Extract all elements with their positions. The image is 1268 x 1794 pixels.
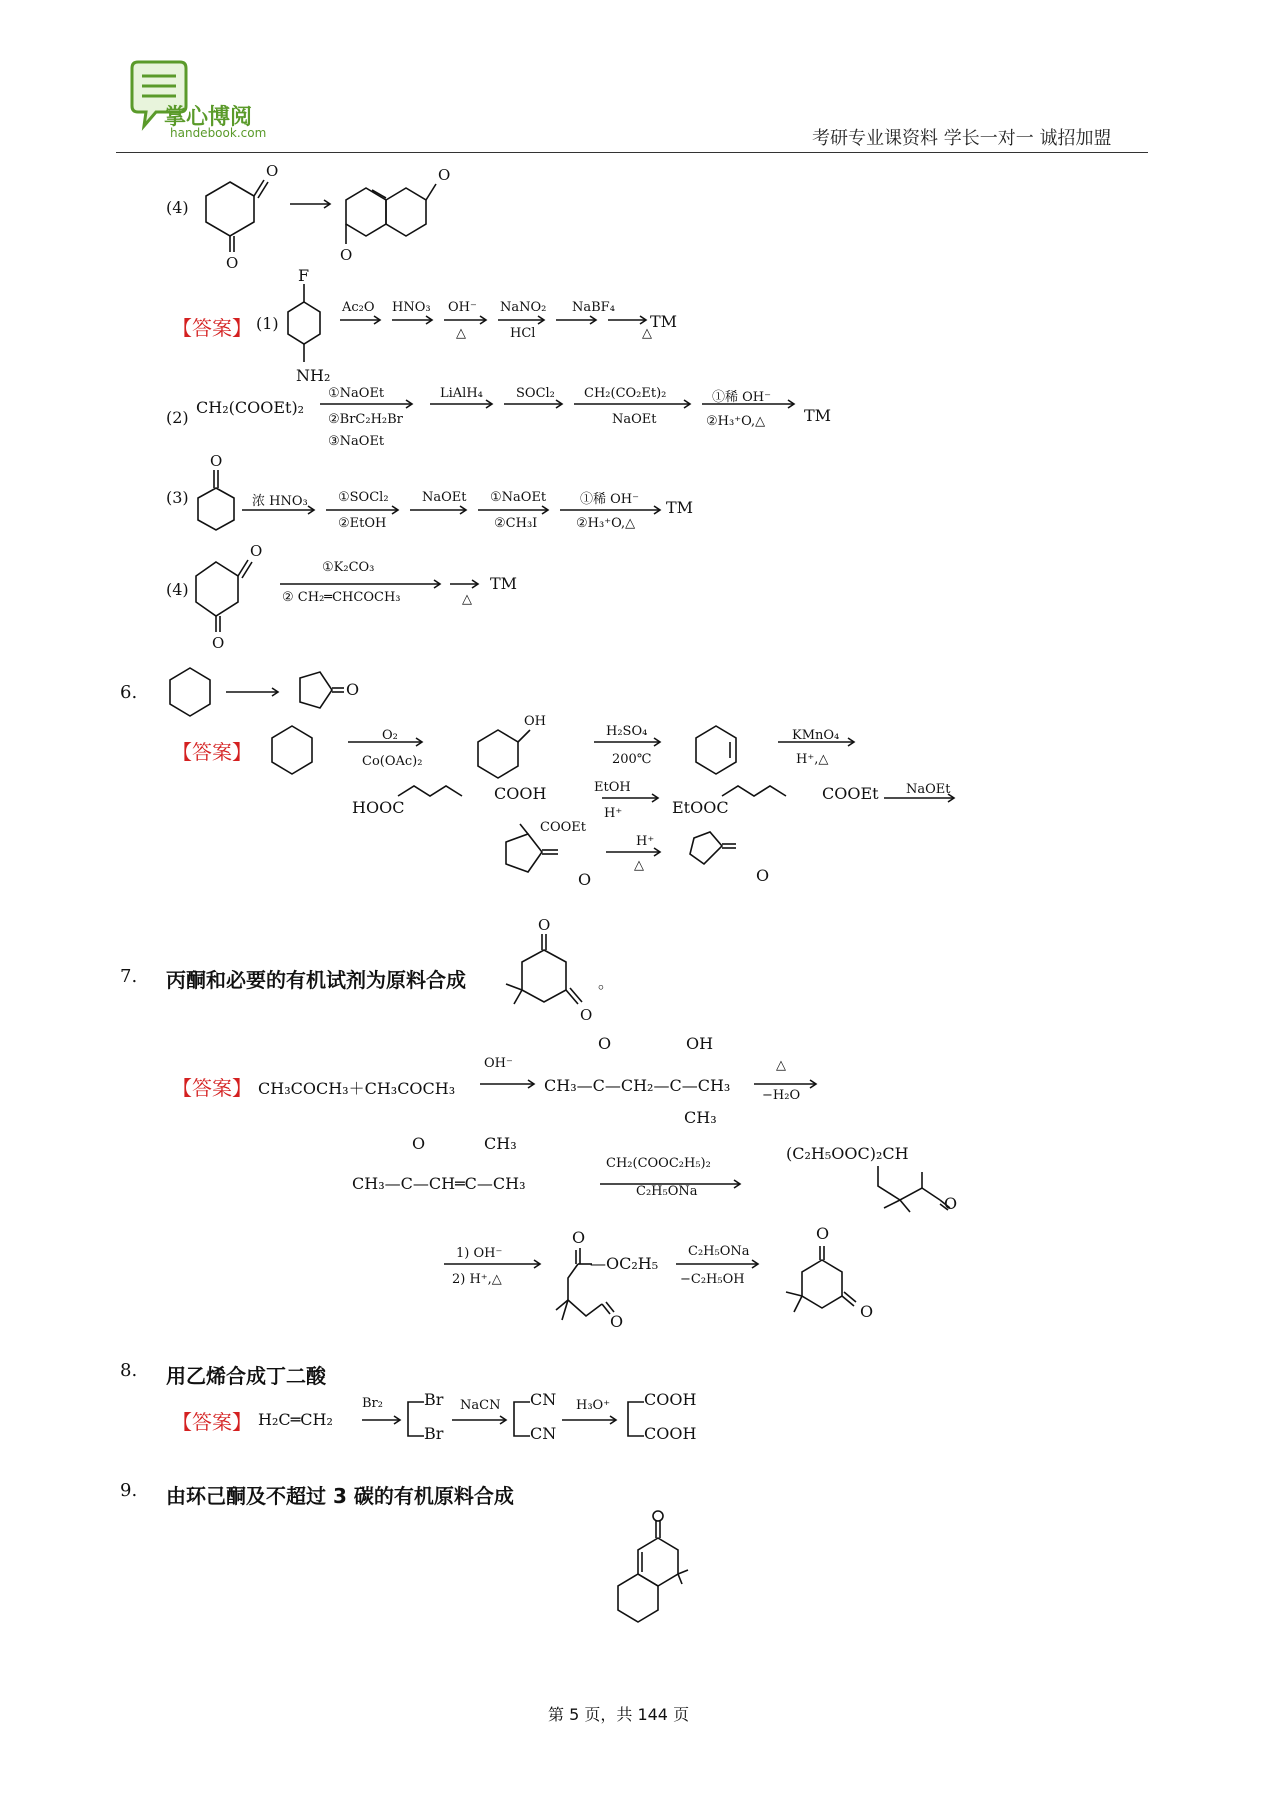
q9-target (610, 1510, 740, 1660)
q7-product-o1: O (816, 1224, 830, 1243)
q6-hplus: H⁺ (604, 806, 623, 821)
q7-hydro1: 1) OH⁻ (456, 1246, 503, 1261)
q6-hdelta: H⁺,△ (796, 752, 829, 767)
q7-product (780, 1232, 890, 1342)
ans5-1-b6: △ (642, 326, 652, 341)
q7-oc2h5: —OC₂H₅ (590, 1254, 659, 1273)
q6-o: O (346, 680, 360, 699)
ans5-1-tm: TM (650, 312, 678, 331)
q7-line2-prod: CH₃—C—CH═C—CH₃ (352, 1174, 526, 1193)
ans5-3-r4a: ①NaOEt (490, 490, 547, 505)
q7-ch3-bottom: CH₃ (684, 1108, 717, 1127)
q8-br2: Br₂ (362, 1396, 383, 1411)
q7-ketoester-o: O (572, 1228, 586, 1247)
ans5-1-b4: HCl (510, 326, 536, 341)
ans5-3-r5b: ②H₃⁺O,△ (576, 516, 636, 531)
ans5-3-r1: 浓 HNO₃ (252, 494, 308, 509)
q6-kmno4: KMnO₄ (792, 728, 840, 743)
q6-diacid-right: COOH (494, 784, 547, 803)
ans5-2-r1c: ③NaOEt (328, 434, 385, 449)
ans5-3-tm: TM (666, 498, 694, 517)
ans5-3-r3: NaOEt (422, 490, 467, 505)
ans5-2-r5b: ②H₃⁺O,△ (706, 414, 766, 429)
svg-text:O: O (226, 254, 239, 272)
ans5-2-label: (2) (166, 408, 189, 427)
q8-cn-top: CN (530, 1390, 557, 1409)
q7-c2h5ona: C₂H₅ONa (636, 1184, 698, 1199)
q7-malonate: CH₂(COOC₂H₅)₂ (606, 1156, 711, 1171)
q6-ester-left: EtOOC (672, 798, 729, 817)
q8-cooh-top: COOH (644, 1390, 697, 1409)
q7-ohminus: OH⁻ (484, 1056, 513, 1071)
logo-url: handebook.com (170, 126, 267, 140)
q7-ch3-top-2: CH₃ (484, 1134, 517, 1153)
q6-oh: OH (524, 714, 546, 729)
ans5-1-r1: Ac₂O (342, 300, 375, 315)
q6-cooet: COOEt (540, 820, 586, 835)
q7-line1-left: CH₃COCH₃＋CH₃COCH₃ (258, 1079, 456, 1098)
q8-h3o: H₃O⁺ (576, 1398, 611, 1413)
q8-br-bottom: Br (424, 1424, 444, 1443)
q7-line1-prod: CH₃—C—CH₂—C—CH₃ (544, 1076, 731, 1095)
q6-reaction (160, 660, 370, 720)
ans5-2-tm: TM (804, 406, 832, 425)
ans5-1-b3: △ (456, 326, 466, 341)
q7-minus-etoh: −C₂H₅OH (680, 1272, 745, 1287)
ans5-4-tm: TM (490, 574, 518, 593)
q7-target (500, 916, 600, 1040)
ans5-2-r5a: ①稀 OH⁻ (712, 390, 771, 405)
q9-number: 9. (120, 1480, 138, 1501)
q7-diester-o: O (944, 1194, 958, 1213)
q7-product-o2: O (860, 1302, 874, 1321)
ans5-3-r2b: ②EtOH (338, 516, 387, 531)
q7-hydro2: 2) H⁺,△ (452, 1272, 502, 1287)
ans5-4-r1b: ② CH₂═CHCOCH₃ (282, 590, 401, 605)
svg-text:O: O (210, 452, 223, 470)
q6-200c: 200℃ (612, 752, 652, 767)
ans5-3-r2a: ①SOCl₂ (338, 490, 389, 505)
ans5-1-r4: NaNO₂ (500, 300, 547, 315)
ans5-1-F: F (298, 266, 310, 285)
ans5-3-r5a: ①稀 OH⁻ (580, 492, 639, 507)
ans5-1-NH2: NH₂ (296, 366, 331, 385)
ans5-2-r4a: CH₂(CO₂Et)₂ (584, 386, 667, 401)
answer-label-6: 【答案】 (172, 740, 252, 764)
q6-h2so4: H₂SO₄ (606, 724, 648, 739)
q6-co: Co(OAc)₂ (362, 754, 423, 769)
ans5-1-label: (1) (256, 314, 279, 333)
q7-diester: (C₂H₅OOC)₂CH (786, 1144, 909, 1163)
q6-o2: O₂ (382, 728, 398, 743)
q8-nacn: NaCN (460, 1398, 501, 1413)
q6-etoh: EtOH (594, 780, 631, 795)
header-tagline: 考研专业课资料 学长一对一 诚招加盟 (812, 128, 1112, 149)
q7-o-top: O (598, 1034, 612, 1053)
ans5-3-label: (3) (166, 488, 189, 507)
svg-text:O: O (340, 246, 353, 264)
answer-label-8: 【答案】 (172, 1410, 252, 1434)
svg-text:O: O (266, 162, 279, 180)
q8-cooh-bottom: COOH (644, 1424, 697, 1443)
svg-text:O: O (580, 1006, 593, 1024)
q5-part4-reaction (190, 160, 451, 272)
q7-oh-top: OH (686, 1034, 714, 1053)
q7-title: 丙酮和必要的有机试剂为原料合成 (166, 968, 466, 992)
q8-title: 用乙烯合成丁二酸 (166, 1364, 326, 1388)
q6-diacid-left: HOOC (352, 798, 405, 817)
q9-title: 由环己酮及不超过 3 碳的有机原料合成 (166, 1484, 514, 1508)
ans5-1-r5: NaBF₄ (572, 300, 615, 315)
ans5-2-r1a: ①NaOEt (328, 386, 385, 401)
q6-keto-o: O (578, 870, 592, 889)
ans5-3-r4b: ②CH₃I (494, 516, 538, 531)
q6-h2: H⁺ (636, 834, 655, 849)
q7-ketoester-o2: O (610, 1312, 624, 1331)
q6-naoet: NaOEt (906, 782, 951, 797)
answer-label-7: 【答案】 (172, 1076, 252, 1100)
q7-minus-h2o: −H₂O (762, 1088, 801, 1103)
ans5-2-r2: LiAlH₄ (440, 386, 483, 401)
ans5-2-r3: SOCl₂ (516, 386, 555, 401)
ans5-1-r2: HNO₃ (392, 300, 431, 315)
q7-o-top-2: O (412, 1134, 426, 1153)
ans5-2-r4b: NaOEt (612, 412, 657, 427)
header-divider (116, 152, 1148, 153)
svg-text:O: O (538, 916, 551, 934)
logo-text: 掌心博阅 (164, 105, 253, 130)
ans5-4-r1a: ①K₂CO₃ (322, 560, 375, 575)
ans5-1-r3: OH⁻ (448, 300, 477, 315)
ans5-4-label: (4) (166, 580, 189, 599)
q7-period: 。 (598, 973, 615, 992)
answer-label-5: 【答案】 (172, 316, 252, 340)
q8-start: H₂C═CH₂ (258, 1410, 333, 1429)
ans5-2-r1b: ②BrC₂H₂Br (328, 412, 403, 427)
q7-ketoester (550, 1220, 660, 1330)
q5-part4-label: (4) (166, 198, 189, 217)
q6-ester-right: COOEt (822, 784, 879, 803)
q8-br-top: Br (424, 1390, 444, 1409)
svg-text:O: O (250, 542, 263, 560)
q7-delta: △ (776, 1058, 786, 1073)
q6-delta: △ (634, 858, 644, 873)
q7-c2h5ona2: C₂H₅ONa (688, 1244, 750, 1259)
q6-number: 6. (120, 682, 138, 703)
svg-text:O: O (212, 634, 225, 652)
q8-number: 8. (120, 1360, 138, 1381)
logo (130, 56, 270, 140)
ans5-4-r2b: △ (462, 592, 472, 607)
q8-cn-bottom: CN (530, 1424, 557, 1443)
q6-product-o: O (756, 866, 770, 885)
page-footer: 第 5 页，共 144 页 (548, 1705, 690, 1724)
svg-text:O: O (438, 166, 451, 184)
q7-number: 7. (120, 966, 138, 987)
ans5-2-start: CH₂(COOEt)₂ (196, 398, 305, 417)
